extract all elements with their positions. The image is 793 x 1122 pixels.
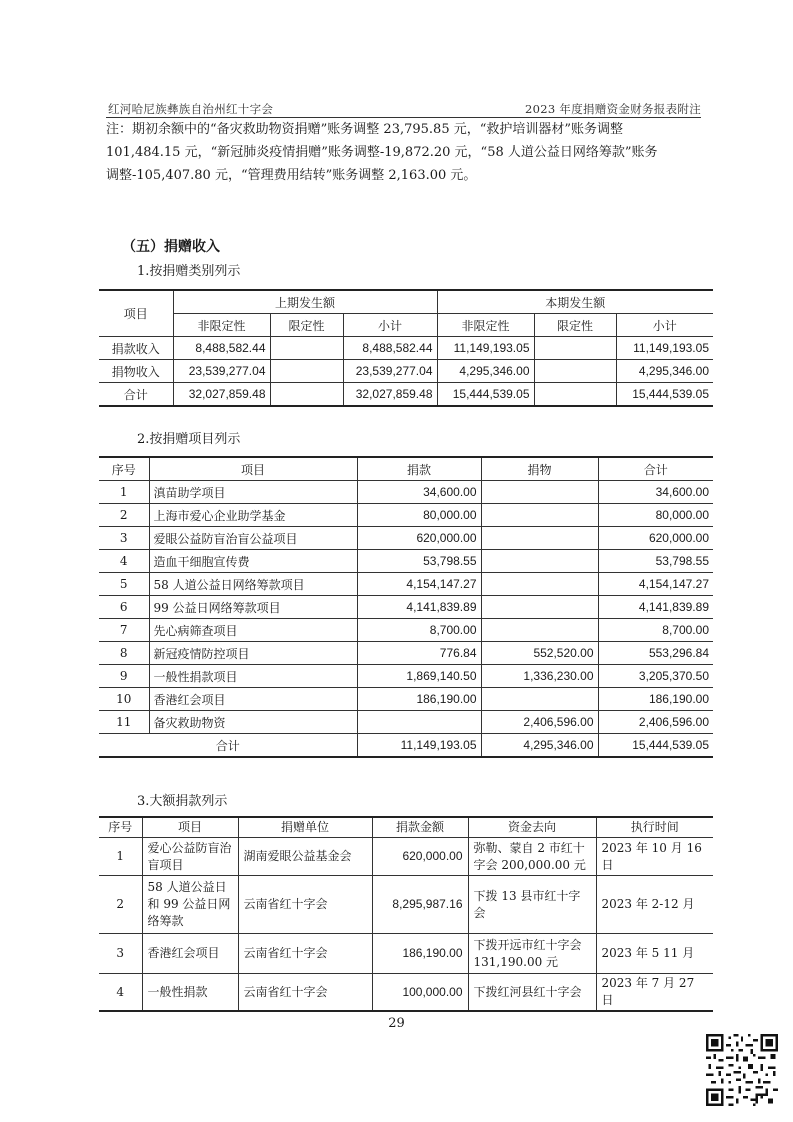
table-cell: 34,600.00 [357,481,481,504]
table-cell [270,383,343,407]
table3-caption: 3.大额捐款列示 [137,794,228,809]
row-label: 捐款收入 [99,337,173,360]
column-header: 项目 [99,290,173,337]
project-name: 58 人道公益日和 99 公益日网络筹款 [142,876,238,934]
page-number: 29 [388,1016,405,1031]
table-cell: 1,336,230.00 [481,665,598,688]
table-cell: 23,539,277.04 [343,360,437,383]
row-number: 9 [99,665,149,688]
header-organization: 红河哈尼族彝族自治州红十字会 [108,102,274,116]
table-cell: 553,296.84 [598,642,713,665]
column-header: 非限定性 [173,314,270,337]
donation-amount: 620,000.00 [372,838,468,876]
project-name: 滇苗助学项目 [149,481,357,504]
table-cell: 2,406,596.00 [598,711,713,734]
donation-amount: 100,000.00 [372,974,468,1012]
column-header: 限定性 [534,314,616,337]
project-name: 香港红会项目 [149,688,357,711]
table-row [99,481,713,504]
fund-destination: 下拨开远市红十字会 131,190.00 元 [468,934,596,974]
table-cell: 552,520.00 [481,642,598,665]
table-cell [270,360,343,383]
execution-date: 2023 年 10 月 16 日 [596,838,713,876]
donor-name: 湖南爱眼公益基金会 [238,838,372,876]
project-name: 爱眼公益防盲治盲公益项目 [149,527,357,550]
table-body [99,838,713,1012]
table-cell [481,504,598,527]
table-row [99,876,713,934]
table-row [99,974,713,1012]
row-number: 1 [99,481,149,504]
table-cell [534,383,616,407]
table-cell [357,711,481,734]
row-number: 1 [99,838,142,876]
project-name: 香港红会项目 [142,934,238,974]
table-cell: 4,295,346.00 [616,360,713,383]
table-row [99,360,713,383]
execution-date: 2023 年 5 11 月 [596,934,713,974]
table-total-row [99,383,713,407]
table-cell [481,573,598,596]
section-title: （五）捐赠收入 [122,239,220,255]
column-header: 合计 [598,457,713,481]
table-row [99,527,713,550]
table-cell: 8,700.00 [598,619,713,642]
row-number: 11 [99,711,149,734]
table-cell: 4,141,839.89 [598,596,713,619]
table-cell: 620,000.00 [357,527,481,550]
donor-name: 云南省红十字会 [238,974,372,1012]
execution-date: 2023 年 7 月 27 日 [596,974,713,1012]
column-header: 执行时间 [596,817,713,838]
row-number: 3 [99,527,149,550]
row-number: 3 [99,934,142,974]
table-cell: 3,205,370.50 [598,665,713,688]
table-cell [534,337,616,360]
donation-by-project-table [99,456,713,758]
row-label: 合计 [99,383,173,407]
row-number: 4 [99,974,142,1012]
table-cell: 53,798.55 [357,550,481,573]
table-cell: 4,295,346.00 [437,360,534,383]
column-header: 捐赠单位 [238,817,372,838]
table-cell: 11,149,193.05 [437,337,534,360]
table-cell: 2,406,596.00 [481,711,598,734]
table-cell: 8,488,582.44 [343,337,437,360]
table-cell: 186,190.00 [357,688,481,711]
column-header: 序号 [99,817,142,838]
row-number: 5 [99,573,149,596]
table-cell: 32,027,859.48 [343,383,437,407]
table-cell: 776.84 [357,642,481,665]
column-header: 捐款金额 [372,817,468,838]
execution-date: 2023 年 2-12 月 [596,876,713,934]
row-number: 2 [99,876,142,934]
column-header: 捐款 [357,457,481,481]
table-cell: 80,000.00 [598,504,713,527]
table-row [99,550,713,573]
donation-by-type-table [99,289,713,407]
column-group-header: 本期发生额 [437,290,713,314]
table1-caption: 1.按捐赠类别列示 [137,264,241,279]
table-cell: 34,600.00 [598,481,713,504]
donor-name: 云南省红十字会 [238,876,372,934]
table-cell: 1,869,140.50 [357,665,481,688]
row-number: 2 [99,504,149,527]
column-header: 限定性 [270,314,343,337]
table-row [99,688,713,711]
column-header: 资金去向 [468,817,596,838]
header-report-title: 2023 年度捐赠资金财务报表附注 [524,102,701,116]
table-cell [481,481,598,504]
table-cell [481,688,598,711]
table2-caption: 2.按捐赠项目列示 [137,432,241,447]
column-header: 非限定性 [437,314,534,337]
donation-amount: 186,190.00 [372,934,468,974]
row-number: 6 [99,596,149,619]
project-name: 一般性捐款 [142,974,238,1012]
table-cell: 32,027,859.48 [173,383,270,407]
table-cell: 620,000.00 [598,527,713,550]
table-cell [534,360,616,383]
table-cell: 11,149,193.05 [357,734,481,758]
project-name: 上海市爱心企业助学基金 [149,504,357,527]
table-cell: 4,154,147.27 [598,573,713,596]
table-cell: 4,154,147.27 [357,573,481,596]
column-header: 小计 [616,314,713,337]
note-line-1: 注：期初余额中的“备灾救助物资捐赠”账务调整 23,795.85 元，“救护培训器材”账务调整 [106,122,624,137]
table-cell [481,550,598,573]
column-header: 项目 [142,817,238,838]
table-cell: 11,149,193.05 [616,337,713,360]
table-header-row [99,817,713,838]
project-name: 造血干细胞宣传费 [149,550,357,573]
table-cell: 4,141,839.89 [357,596,481,619]
fund-destination: 下拨 13 县市红十字会 [468,876,596,934]
fund-destination: 下拨红河县红十字会 [468,974,596,1012]
row-number: 8 [99,642,149,665]
project-name: 爱心公益防盲治盲项目 [142,838,238,876]
table-cell: 53,798.55 [598,550,713,573]
table-row [99,504,713,527]
table-row [99,573,713,596]
project-name: 99 公益日网络筹款项目 [149,596,357,619]
fund-destination: 弥勒、蒙自 2 市红十字会 200,000.00 元 [468,838,596,876]
donation-amount: 8,295,987.16 [372,876,468,934]
table-row [99,934,713,974]
table-row [99,596,713,619]
table-cell: 4,295,346.00 [481,734,598,758]
column-header: 小计 [343,314,437,337]
table-cell: 23,539,277.04 [173,360,270,383]
note-line-3: 调整-105,407.80 元，“管理费用结转”账务调整 2,163.00 元。 [106,168,477,183]
row-label: 捐物收入 [99,360,173,383]
table-cell: 8,488,582.44 [173,337,270,360]
project-name: 58 人道公益日网络筹款项目 [149,573,357,596]
table-total-row [99,734,713,758]
table-row [99,337,713,360]
row-label: 合计 [99,734,357,758]
table-header-row [99,290,713,314]
row-number: 4 [99,550,149,573]
table-row [99,665,713,688]
column-header: 序号 [99,457,149,481]
table-header-row [99,457,713,481]
project-name: 先心病筛查项目 [149,619,357,642]
table-cell [481,596,598,619]
table-cell: 15,444,539.05 [437,383,534,407]
table-body [99,481,713,734]
table-cell: 15,444,539.05 [598,734,713,758]
column-header: 项目 [149,457,357,481]
table-cell: 15,444,539.05 [616,383,713,407]
table-row [99,619,713,642]
donor-name: 云南省红十字会 [238,934,372,974]
note-line-2: 101,484.15 元，“新冠肺炎疫情捐赠”账务调整-19,872.20 元，“58 人道公益日网络筹款”账务 [106,145,658,160]
project-name: 备灾救助物资 [149,711,357,734]
qr-code-icon [706,1034,778,1106]
project-name: 新冠疫情防控项目 [149,642,357,665]
column-group-header: 上期发生额 [173,290,437,314]
table-row [99,838,713,876]
table-cell: 186,190.00 [598,688,713,711]
row-number: 10 [99,688,149,711]
table-cell [481,527,598,550]
large-donation-table [99,816,713,1012]
table-cell: 80,000.00 [357,504,481,527]
table-cell [481,619,598,642]
table-cell: 8,700.00 [357,619,481,642]
column-header: 捐物 [481,457,598,481]
row-number: 7 [99,619,149,642]
table-row [99,711,713,734]
table-cell [270,337,343,360]
project-name: 一般性捐款项目 [149,665,357,688]
table-header-row [99,314,713,337]
table-row [99,642,713,665]
